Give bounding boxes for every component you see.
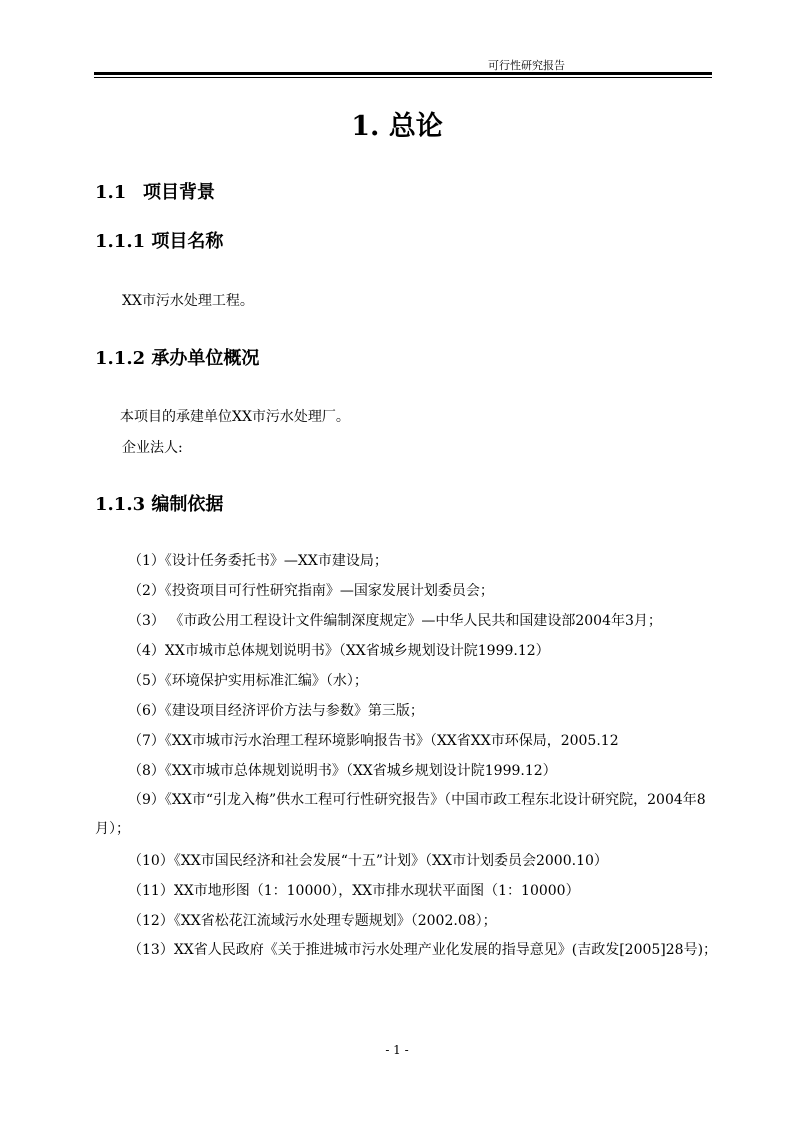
reference-item: （3） 《市政公用工程设计文件编制深度规定》—中华人民共和国建设部2004年3月；	[128, 613, 662, 629]
reference-item: （4）XX市城市总体规划说明书》（XX省城乡规划设计院1999.12）	[128, 643, 550, 659]
chapter-title: 1. 总论	[351, 111, 443, 142]
reference-item: （12）《XX省松花江流域污水处理专题规划》（2002.08）；	[128, 913, 497, 929]
reference-item: （9）《XX市“引龙入梅”供水工程可行性研究报告》（中国市政工程东北设计研究院，2004年8月）；	[95, 792, 706, 837]
project-name-text: XX市污水处理工程。	[122, 293, 254, 309]
reference-item: （1）《设计任务委托书》—XX市建设局；	[128, 553, 388, 569]
legal-person-text: 企业法人:	[122, 440, 183, 456]
reference-item: （13）XX省人民政府《关于推进城市污水处理产业化发展的指导意见》(吉政发[2005]28号)；	[128, 942, 718, 958]
section-title: 项目背景	[143, 182, 215, 203]
section-1-1-1-heading: 1.1.1 项目名称	[95, 231, 224, 252]
reference-item: （7）《XX市城市污水治理工程环境影响报告书》（XX省XX市环保局，2005.12	[128, 733, 619, 749]
reference-list	[95, 546, 720, 965]
header-rule-thick	[94, 72, 712, 75]
section-1-1-3-heading: 1.1.3 编制依据	[95, 494, 224, 515]
header-rule-thin	[94, 77, 712, 78]
section-number: 1.1	[95, 182, 127, 203]
unit-overview-text: 本项目的承建单位XX市污水处理厂。	[120, 409, 350, 425]
section-1-1-2-heading: 1.1.2 承办单位概况	[95, 348, 260, 369]
reference-item: （6）《建设项目经济评价方法与参数》第三版；	[128, 703, 424, 719]
reference-item: （2）《投资项目可行性研究指南》—国家发展计划委员会；	[128, 583, 494, 599]
page-number: - 1 -	[385, 1043, 409, 1057]
page-header-title: 可行性研究报告	[488, 59, 565, 72]
reference-item: （5）《环境保护实用标准汇编》（水）；	[128, 673, 368, 689]
reference-item: （11）XX市地形图（1：10000），XX市排水现状平面图（1：10000）	[128, 883, 580, 899]
reference-item: （8）《XX市城市总体规划说明书》（XX省城乡规划设计院1999.12）	[128, 763, 557, 779]
section-1-1-heading	[95, 178, 215, 204]
reference-item: （10）《XX市国民经济和社会发展“十五”计划》（XX市计划委员会2000.10）	[128, 853, 608, 869]
